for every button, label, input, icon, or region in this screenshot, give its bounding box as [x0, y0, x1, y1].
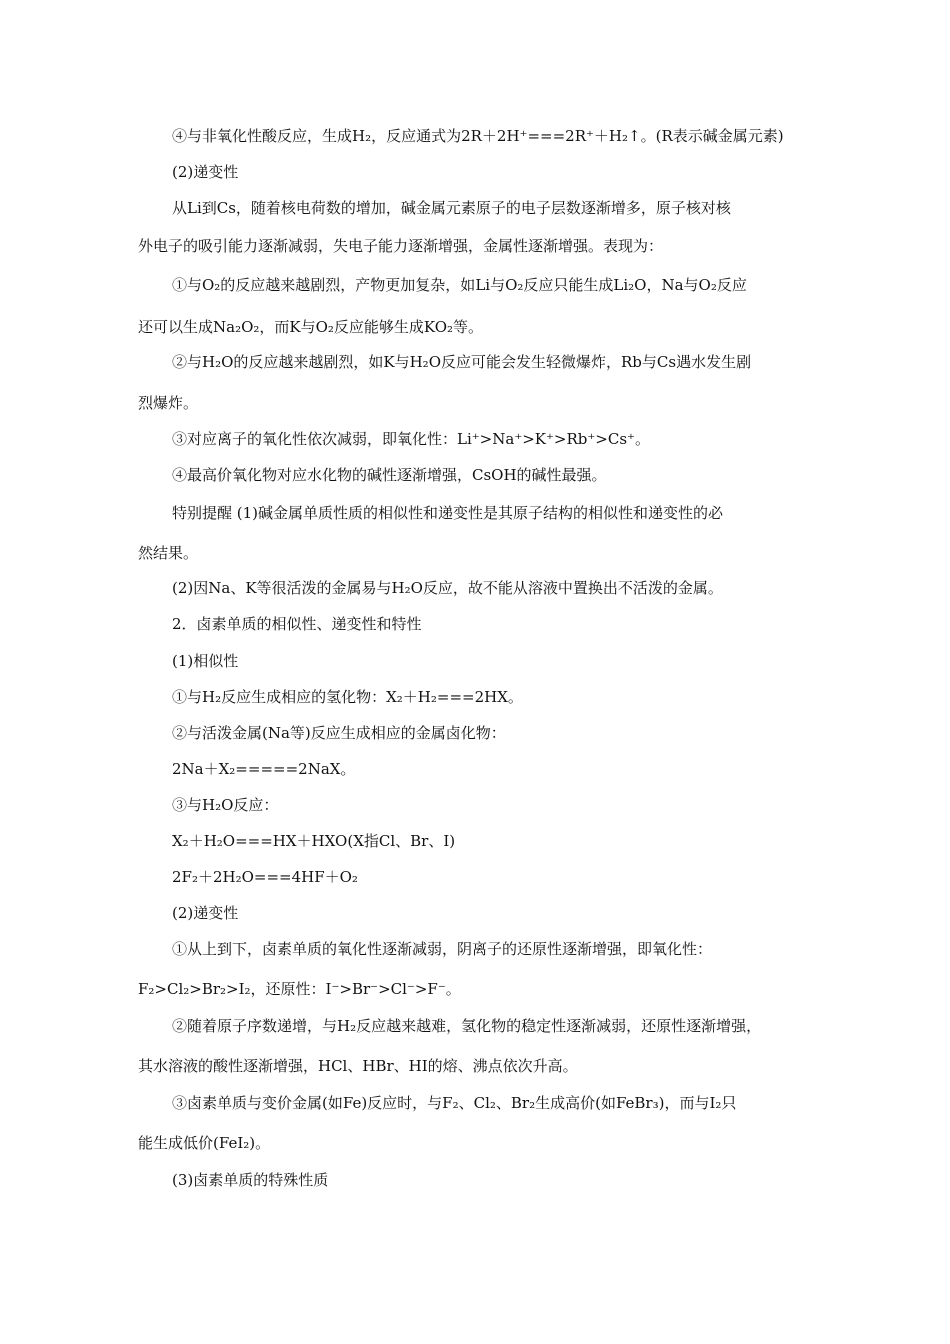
text-line: (2)递变性 — [172, 163, 239, 181]
text-line: (3)卤素单质的特殊性质 — [172, 1171, 329, 1189]
text-line: 特别提醒 (1)碱金属单质性质的相似性和递变性是其原子结构的相似性和递变性的必 — [172, 504, 724, 522]
text-line: 外电子的吸引能力逐渐减弱，失电子能力逐渐增强，金属性逐渐增强。表现为： — [138, 237, 664, 255]
text-line: ①与O₂的反应越来越剧烈，产物更加复杂，如Li与O₂反应只能生成Li₂O，Na与O₂反应 — [172, 276, 747, 294]
text-line: ③对应离子的氧化性依次减弱，即氧化性：Li⁺>Na⁺>K⁺>Rb⁺>Cs⁺。 — [172, 430, 650, 448]
text-line: 其水溶液的酸性逐渐增强，HCl、HBr、HI的熔、沸点依次升高。 — [138, 1057, 578, 1075]
text-line: (1)相似性 — [172, 652, 239, 670]
text-line: (2)递变性 — [172, 904, 239, 922]
text-line: ①与H₂反应生成相应的氢化物：X₂＋H₂===2HX。 — [172, 688, 523, 706]
text-line: 能生成低价(FeI₂)。 — [138, 1134, 271, 1152]
text-line: X₂＋H₂O===HX＋HXO(X指Cl、Br、I) — [172, 832, 456, 850]
text-line: 然结果。 — [138, 544, 199, 562]
text-line: 从Li到Cs，随着核电荷数的增加，碱金属元素原子的电子层数逐渐增多，原子核对核 — [172, 199, 731, 217]
text-line: 2F₂＋2H₂O===4HF＋O₂ — [172, 868, 358, 886]
text-line: ③与H₂O反应： — [172, 796, 279, 814]
text-line: 还可以生成Na₂O₂，而K与O₂反应能够生成KO₂等。 — [138, 318, 484, 336]
section-heading: 2．卤素单质的相似性、递变性和特性 — [172, 615, 422, 633]
text-line: 2Na＋X₂=====2NaX。 — [172, 760, 356, 778]
text-line: ③卤素单质与变价金属(如Fe)反应时，与F₂、Cl₂、Br₂生成高价(如FeBr₃)，而与I₂只 — [172, 1094, 737, 1112]
text-line: ④与非氧化性酸反应，生成H₂，反应通式为2R＋2H⁺===2R⁺＋H₂↑。(R表示碱金属元素) — [172, 127, 784, 145]
text-line: ②随着原子序数递增，与H₂反应越来越难，氢化物的稳定性逐渐减弱，还原性逐渐增强， — [172, 1017, 762, 1035]
text-line: ④最高价氧化物对应水化物的碱性逐渐增强，CsOH的碱性最强。 — [172, 466, 607, 484]
text-line: F₂>Cl₂>Br₂>I₂，还原性：I⁻>Br⁻>Cl⁻>F⁻。 — [138, 980, 461, 998]
text-line: ②与H₂O的反应越来越剧烈，如K与H₂O反应可能会发生轻微爆炸，Rb与Cs遇水发生剧 — [172, 353, 752, 371]
text-line: (2)因Na、K等很活泼的金属易与H₂O反应，故不能从溶液中置换出不活泼的金属。 — [172, 579, 723, 597]
text-line: 烈爆炸。 — [138, 394, 199, 412]
text-line: ①从上到下，卤素单质的氧化性逐渐减弱，阴离子的还原性逐渐增强，即氧化性： — [172, 940, 713, 958]
text-line: ②与活泼金属(Na等)反应生成相应的金属卤化物： — [172, 724, 506, 742]
